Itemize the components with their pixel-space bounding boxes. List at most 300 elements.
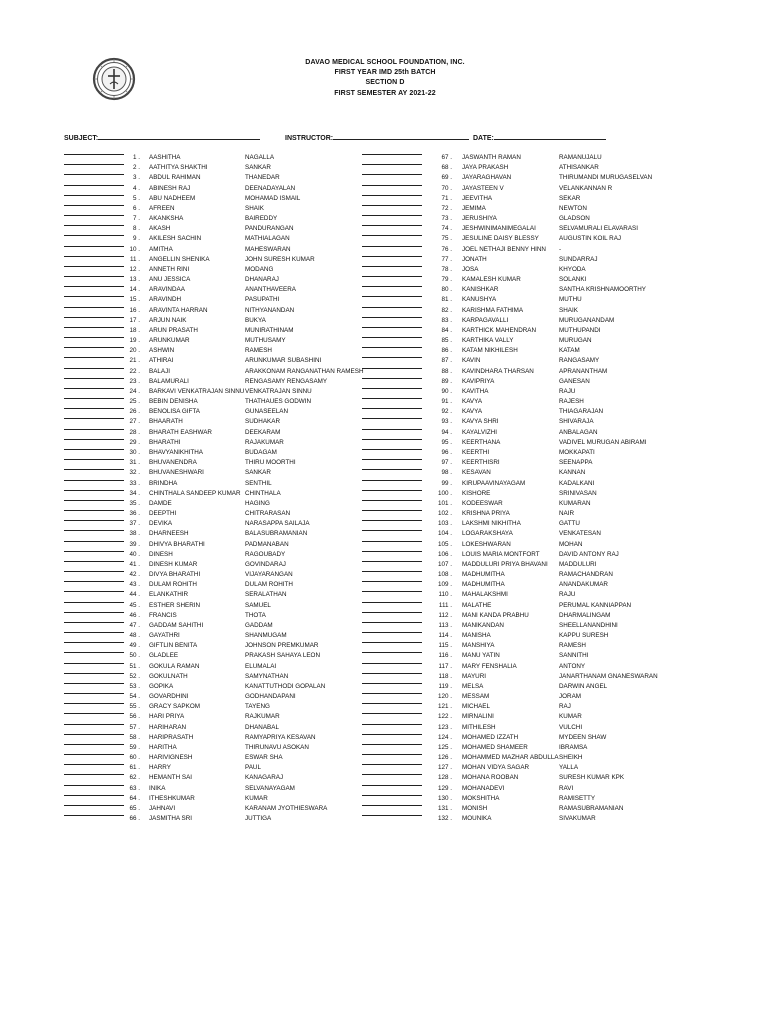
student-first-name: BHAARATH bbox=[149, 418, 183, 426]
student-first-name: JAYARAGHAVAN bbox=[462, 174, 512, 182]
student-first-name: HARRY bbox=[149, 764, 171, 772]
instructor-label: INSTRUCTOR: bbox=[285, 135, 334, 142]
student-last-name: JOHNSON PREMKUMAR bbox=[245, 642, 319, 650]
attendance-blank-line[interactable] bbox=[362, 520, 422, 521]
student-last-name: PADMANABAN bbox=[245, 540, 289, 548]
student-first-name: DHIVYA BHARATHI bbox=[149, 540, 205, 548]
attendance-blank-line[interactable] bbox=[362, 612, 422, 613]
student-number: 65 . bbox=[129, 805, 140, 812]
student-number: 123 . bbox=[437, 723, 452, 731]
student-last-name: DEENADAYALAN bbox=[245, 184, 296, 192]
student-first-name: GRACY SAPKOM bbox=[149, 703, 200, 711]
student-number: 6 . bbox=[132, 204, 140, 212]
attendance-blank-line[interactable] bbox=[362, 785, 422, 786]
student-number: 125 . bbox=[437, 743, 452, 751]
attendance-blank-line[interactable] bbox=[362, 754, 422, 755]
student-first-name: AFREEN bbox=[149, 204, 175, 212]
attendance-blank-line[interactable] bbox=[362, 815, 422, 816]
document-header bbox=[0, 58, 770, 99]
student-number: 109 . bbox=[437, 581, 452, 589]
student-number: 11 . bbox=[129, 255, 140, 263]
attendance-blank-line[interactable] bbox=[362, 235, 422, 236]
student-row bbox=[0, 195, 770, 205]
student-number: 23 . bbox=[129, 377, 140, 385]
student-row bbox=[0, 693, 770, 703]
student-first-name: ARUNKUMAR bbox=[149, 337, 190, 345]
attendance-blank-line[interactable] bbox=[362, 602, 422, 603]
student-last-name: NAIR bbox=[559, 510, 575, 518]
student-first-name: KISHORE bbox=[462, 489, 491, 497]
student-first-name: HARITHA bbox=[149, 743, 177, 751]
student-row bbox=[0, 551, 770, 561]
student-first-name: KEERTHANA bbox=[462, 438, 501, 446]
student-number: 83 . bbox=[441, 316, 452, 324]
attendance-blank-line[interactable] bbox=[362, 286, 422, 287]
student-number: 113 . bbox=[438, 621, 452, 629]
attendance-blank-line[interactable] bbox=[362, 378, 422, 379]
student-first-name: AKILESH SACHIN bbox=[149, 235, 202, 243]
attendance-blank-line[interactable] bbox=[362, 480, 422, 481]
student-last-name: MUTHU bbox=[559, 296, 582, 304]
student-last-name: MOHAMAD ISMAIL bbox=[245, 194, 301, 202]
student-first-name: AMITHA bbox=[149, 245, 173, 253]
student-first-name: BEBIN DENISHA bbox=[149, 398, 198, 406]
attendance-blank-line[interactable] bbox=[362, 327, 422, 328]
section-title: SECTION D bbox=[365, 79, 405, 87]
attendance-blank-line[interactable] bbox=[362, 408, 422, 409]
student-first-name: JOEL NETHAJI BENNY HINN bbox=[462, 245, 546, 253]
student-last-name: MODANG bbox=[245, 265, 274, 273]
instructor-line[interactable] bbox=[333, 132, 469, 140]
student-row bbox=[0, 591, 770, 601]
student-last-name: KANAGARAJ bbox=[245, 774, 284, 782]
student-last-name: VULCHI bbox=[559, 723, 583, 731]
student-last-name: SAMUEL bbox=[245, 601, 271, 609]
student-first-name: MANIKANDAN bbox=[462, 621, 504, 629]
student-last-name: SERALATHAN bbox=[245, 591, 287, 599]
student-row bbox=[0, 235, 770, 245]
student-last-name: KUMARAN bbox=[559, 499, 591, 507]
attendance-blank-line[interactable] bbox=[362, 439, 422, 440]
attendance-blank-line[interactable] bbox=[362, 652, 422, 653]
student-last-name: MATHIALAGAN bbox=[245, 235, 290, 243]
student-last-name: RANGASAMY bbox=[559, 357, 600, 365]
student-first-name: ANU JESSICA bbox=[149, 276, 191, 284]
student-number: 107 . bbox=[437, 560, 452, 568]
student-row bbox=[0, 652, 770, 662]
student-number: 24 . bbox=[129, 387, 140, 395]
attendance-blank-line[interactable] bbox=[362, 591, 422, 592]
attendance-blank-line[interactable] bbox=[362, 561, 422, 562]
student-last-name: KUMAR bbox=[559, 713, 582, 721]
student-first-name: JESHWINIMANIMEGALAI bbox=[462, 225, 536, 233]
student-last-name: SHEELLANANDHINI bbox=[559, 621, 618, 629]
student-row bbox=[0, 500, 770, 510]
student-last-name: NAGALLA bbox=[245, 154, 275, 161]
attendance-blank-line[interactable] bbox=[362, 774, 422, 775]
student-number: 56 . bbox=[129, 713, 140, 721]
student-first-name: GADDAM SAHITHI bbox=[149, 621, 204, 629]
student-first-name: ATHIRAI bbox=[149, 357, 174, 365]
student-number: 8 . bbox=[132, 225, 140, 233]
student-row bbox=[0, 785, 770, 795]
student-last-name: GADDAM bbox=[245, 621, 273, 629]
student-last-name: THATHAUES GODWIN bbox=[245, 398, 312, 406]
attendance-blank-line[interactable] bbox=[362, 347, 422, 348]
student-first-name: KESAVAN bbox=[462, 469, 491, 477]
attendance-blank-line[interactable] bbox=[362, 174, 422, 175]
student-row bbox=[0, 347, 770, 357]
student-number: 48 . bbox=[129, 632, 140, 640]
attendance-blank-line[interactable] bbox=[362, 368, 422, 369]
student-last-name: MOKKAPATI bbox=[559, 448, 595, 456]
student-first-name: INIKA bbox=[149, 784, 166, 792]
student-number: 115 . bbox=[438, 642, 452, 650]
attendance-blank-line[interactable] bbox=[362, 154, 422, 155]
student-number: 29 . bbox=[129, 438, 140, 446]
student-first-name: MOHAMED SHAMEER bbox=[462, 743, 528, 751]
student-first-name: KAVITHA bbox=[462, 387, 489, 395]
student-first-name: HEMANTH SAI bbox=[149, 774, 193, 782]
attendance-blank-line[interactable] bbox=[362, 418, 422, 419]
attendance-blank-line[interactable] bbox=[362, 185, 422, 186]
student-row bbox=[0, 774, 770, 784]
attendance-blank-line[interactable] bbox=[362, 215, 422, 216]
attendance-blank-line[interactable] bbox=[362, 388, 422, 389]
student-first-name: HARIVIGNESH bbox=[149, 754, 193, 762]
student-number: 53 . bbox=[129, 682, 140, 690]
student-first-name: DINESH bbox=[149, 550, 173, 558]
student-first-name: ITHESHKUMAR bbox=[149, 794, 195, 802]
student-last-name: GUNASEELAN bbox=[245, 408, 289, 416]
student-row bbox=[0, 256, 770, 266]
student-last-name: RAGOUBADY bbox=[245, 550, 286, 558]
attendance-blank-line[interactable] bbox=[362, 734, 422, 735]
student-first-name: DAMDE bbox=[149, 499, 172, 507]
attendance-blank-line[interactable] bbox=[362, 571, 422, 572]
student-last-name: PAUL bbox=[245, 764, 261, 772]
student-first-name: BALAJI bbox=[149, 367, 170, 375]
student-first-name: JAHNAVI bbox=[149, 805, 176, 812]
student-last-name: SHANMUGAM bbox=[245, 632, 287, 640]
student-last-name: SOLANKI bbox=[559, 276, 587, 284]
attendance-blank-line[interactable] bbox=[362, 622, 422, 623]
student-first-name: ABU NADHEEM bbox=[149, 194, 196, 202]
student-number: 79 . bbox=[441, 276, 452, 284]
student-row bbox=[0, 225, 770, 235]
student-last-name: THIAGARAJAN bbox=[559, 408, 604, 416]
student-first-name: HARIPRASATH bbox=[149, 733, 194, 741]
student-first-name: AASHITHA bbox=[149, 154, 181, 161]
student-first-name: MOHAN VIDYA SAGAR bbox=[462, 764, 530, 772]
student-number: 60 . bbox=[129, 754, 140, 762]
student-last-name: PASUPATHI bbox=[245, 296, 280, 304]
student-first-name: ANGELLIN SHENIKA bbox=[149, 255, 210, 263]
student-first-name: KANUSHYA bbox=[462, 296, 497, 304]
student-first-name: HARIHARAN bbox=[149, 723, 187, 731]
student-last-name: MUNIRATHINAM bbox=[245, 326, 294, 334]
student-row bbox=[0, 398, 770, 408]
student-number: 27 . bbox=[129, 418, 140, 426]
student-first-name: ARAVINDH bbox=[149, 296, 182, 304]
student-row bbox=[0, 307, 770, 317]
student-last-name: SURESH KUMAR KPK bbox=[559, 774, 625, 782]
student-last-name: SELVAMURALI ELAVARASI bbox=[559, 225, 638, 233]
student-row bbox=[0, 683, 770, 693]
student-number: 90 . bbox=[441, 387, 452, 395]
student-row bbox=[0, 632, 770, 642]
student-number: 129 . bbox=[437, 784, 452, 792]
attendance-blank-line[interactable] bbox=[362, 764, 422, 765]
attendance-blank-line[interactable] bbox=[362, 490, 422, 491]
student-row bbox=[0, 602, 770, 612]
student-first-name: MOHANA ROOBAN bbox=[462, 774, 519, 782]
student-row bbox=[0, 418, 770, 428]
student-number: 2 . bbox=[132, 164, 140, 172]
attendance-blank-line[interactable] bbox=[362, 256, 422, 257]
attendance-blank-line[interactable] bbox=[362, 246, 422, 247]
attendance-blank-line[interactable] bbox=[362, 195, 422, 196]
instructor-field[interactable] bbox=[285, 132, 469, 142]
student-number: 45 . bbox=[129, 601, 140, 609]
student-last-name: APRANANTHAM bbox=[559, 367, 608, 375]
student-last-name: IBRAMSA bbox=[559, 743, 588, 751]
attendance-blank-line[interactable] bbox=[362, 795, 422, 796]
student-last-name: SHIVARAJA bbox=[559, 418, 594, 426]
date-label: DATE: bbox=[473, 135, 494, 142]
student-first-name: ARAVINDAA bbox=[149, 286, 185, 294]
student-first-name: KARTHICK MAHENDRAN bbox=[462, 326, 537, 334]
attendance-blank-line[interactable] bbox=[362, 703, 422, 704]
student-first-name: BHARATH EASHWAR bbox=[149, 428, 212, 436]
attendance-blank-line[interactable] bbox=[362, 398, 422, 399]
date-field[interactable] bbox=[473, 132, 606, 142]
student-first-name: MOKSHITHA bbox=[462, 794, 500, 802]
student-row bbox=[0, 327, 770, 337]
student-row bbox=[0, 754, 770, 764]
attendance-blank-line[interactable] bbox=[362, 642, 422, 643]
student-number: 55 . bbox=[129, 703, 140, 711]
attendance-blank-line[interactable] bbox=[362, 632, 422, 633]
student-number: 87 . bbox=[441, 357, 452, 365]
attendance-blank-line[interactable] bbox=[362, 663, 422, 664]
student-number: 35 . bbox=[129, 499, 140, 507]
student-last-name: VELANKANNAN R bbox=[559, 184, 613, 192]
student-first-name: BALAMURALI bbox=[149, 377, 189, 385]
student-first-name: JEEVITHA bbox=[462, 194, 493, 202]
student-first-name: JAYASTEEN V bbox=[462, 184, 504, 192]
attendance-blank-line[interactable] bbox=[362, 805, 422, 806]
student-number: 38 . bbox=[129, 530, 140, 538]
student-last-name: KADALKANI bbox=[559, 479, 595, 487]
attendance-blank-line[interactable] bbox=[362, 317, 422, 318]
subject-label: SUBJECT: bbox=[64, 135, 99, 142]
student-number: 18 . bbox=[129, 326, 140, 334]
student-number: 95 . bbox=[441, 438, 452, 446]
student-number: 102 . bbox=[437, 510, 452, 518]
student-last-name: ANBALAGAN bbox=[559, 428, 598, 436]
student-number: 72 . bbox=[441, 204, 452, 212]
student-first-name: JOSA bbox=[462, 265, 479, 273]
attendance-blank-line[interactable] bbox=[362, 713, 422, 714]
student-number: 119 . bbox=[438, 682, 452, 690]
student-first-name: LOGARAKSHAYA bbox=[462, 530, 513, 538]
student-last-name: VADIVEL MURUGAN ABIRAMI bbox=[559, 438, 647, 446]
attendance-blank-line[interactable] bbox=[362, 276, 422, 277]
student-first-name: MOUNIKA bbox=[462, 815, 492, 823]
attendance-blank-line[interactable] bbox=[362, 307, 422, 308]
date-line[interactable] bbox=[494, 132, 606, 140]
student-last-name: SANTHA KRISHNAMOORTHY bbox=[559, 286, 647, 294]
attendance-blank-line[interactable] bbox=[362, 357, 422, 358]
student-first-name: KARPAGAVALLI bbox=[462, 316, 509, 324]
attendance-blank-line[interactable] bbox=[362, 500, 422, 501]
subject-line[interactable] bbox=[98, 132, 260, 140]
attendance-blank-line[interactable] bbox=[362, 449, 422, 450]
student-number: 42 . bbox=[129, 571, 140, 579]
student-last-name: KHYODA bbox=[559, 265, 586, 273]
student-last-name: GLADSON bbox=[559, 215, 590, 223]
attendance-blank-line[interactable] bbox=[362, 429, 422, 430]
attendance-blank-line[interactable] bbox=[362, 205, 422, 206]
student-number: 54 . bbox=[129, 693, 140, 701]
subject-field[interactable] bbox=[64, 132, 260, 142]
student-number: 116 . bbox=[438, 652, 452, 660]
student-last-name: CHINTHALA bbox=[245, 489, 281, 497]
student-last-name: KARANAM JYOTHIESWARA bbox=[245, 805, 328, 812]
student-last-name: THIRUMANDI MURUGASELVAN bbox=[559, 174, 653, 182]
student-last-name: SANKAR bbox=[245, 164, 271, 172]
student-last-name: BUDAGAM bbox=[245, 448, 277, 456]
student-number: 39 . bbox=[129, 540, 140, 548]
attendance-blank-line[interactable] bbox=[362, 744, 422, 745]
attendance-blank-line[interactable] bbox=[362, 693, 422, 694]
student-last-name: ELUMALAI bbox=[245, 662, 277, 670]
student-number: 84 . bbox=[441, 326, 452, 334]
student-row bbox=[0, 408, 770, 418]
student-row bbox=[0, 480, 770, 490]
student-last-name: SEKAR bbox=[559, 194, 581, 202]
student-last-name: DAVID ANTONY RAJ bbox=[559, 550, 619, 558]
student-row bbox=[0, 571, 770, 581]
attendance-blank-line[interactable] bbox=[362, 469, 422, 470]
student-row bbox=[0, 612, 770, 622]
student-last-name: ARUNKUMAR SUBASHINI bbox=[245, 357, 322, 365]
student-row bbox=[0, 805, 770, 815]
student-first-name: BRINDHA bbox=[149, 479, 178, 487]
student-first-name: BHUVANESHWARI bbox=[149, 469, 204, 477]
student-first-name: KARISHMA FATHIMA bbox=[462, 306, 524, 314]
student-last-name: RAJU bbox=[559, 387, 576, 395]
student-number: 80 . bbox=[441, 286, 452, 294]
student-number: 52 . bbox=[129, 672, 140, 680]
student-last-name: GODHANDAPANI bbox=[245, 693, 296, 701]
student-last-name: SHAIK bbox=[559, 306, 578, 314]
student-last-name: VENKATESAN bbox=[559, 530, 601, 538]
student-row bbox=[0, 622, 770, 632]
student-first-name: BHAVYANIKHITHA bbox=[149, 448, 203, 456]
student-last-name: CHITRARASAN bbox=[245, 510, 291, 518]
student-first-name: MELSA bbox=[462, 682, 484, 690]
student-first-name: CHINTHALA SANDEEP KUMAR bbox=[149, 489, 241, 497]
student-last-name: SEENAPPA bbox=[559, 459, 593, 467]
student-first-name: KAVINDHARA THARSAN bbox=[462, 367, 534, 375]
attendance-blank-line[interactable] bbox=[362, 459, 422, 460]
student-row bbox=[0, 174, 770, 184]
student-row bbox=[0, 246, 770, 256]
student-first-name: AKANKSHA bbox=[149, 215, 184, 223]
student-number: 106 . bbox=[437, 550, 452, 558]
student-first-name: GIFTLIN BENITA bbox=[149, 642, 198, 650]
student-number: 117 . bbox=[438, 662, 452, 670]
student-number: 105 . bbox=[437, 540, 452, 548]
attendance-blank-line[interactable] bbox=[362, 225, 422, 226]
attendance-blank-line[interactable] bbox=[362, 724, 422, 725]
attendance-blank-line[interactable] bbox=[362, 164, 422, 165]
student-last-name: SRINIVASAN bbox=[559, 489, 597, 497]
attendance-blank-line[interactable] bbox=[362, 673, 422, 674]
student-number: 32 . bbox=[129, 469, 140, 477]
student-first-name: MIRNALINI bbox=[462, 713, 494, 721]
student-number: 111 . bbox=[438, 601, 452, 609]
student-row bbox=[0, 642, 770, 652]
student-first-name: MALATHE bbox=[462, 601, 492, 609]
student-number: 64 . bbox=[129, 794, 140, 802]
student-first-name: KEERTHI bbox=[462, 448, 490, 456]
attendance-blank-line[interactable] bbox=[362, 296, 422, 297]
attendance-blank-line[interactable] bbox=[362, 551, 422, 552]
student-last-name: MUTHUPANDI bbox=[559, 326, 601, 334]
student-first-name: JASMITHA SRI bbox=[149, 815, 193, 823]
student-first-name: ARJUN NAIK bbox=[149, 316, 187, 324]
student-number: 43 . bbox=[129, 581, 140, 589]
attendance-blank-line[interactable] bbox=[362, 683, 422, 684]
student-last-name: GATTU bbox=[559, 520, 580, 528]
student-number: 131 . bbox=[437, 805, 452, 812]
attendance-blank-line[interactable] bbox=[362, 541, 422, 542]
student-first-name: KODEESWAR bbox=[462, 499, 503, 507]
student-number: 12 . bbox=[129, 265, 140, 273]
student-last-name: AUGUSTIN KOIL RAJ bbox=[559, 235, 622, 243]
attendance-blank-line[interactable] bbox=[362, 337, 422, 338]
student-last-name: KAPPU SURESH bbox=[559, 632, 609, 640]
attendance-blank-line[interactable] bbox=[362, 581, 422, 582]
student-number: 108 . bbox=[437, 571, 452, 579]
attendance-blank-line[interactable] bbox=[362, 266, 422, 267]
student-last-name: ATHISANKAR bbox=[559, 164, 599, 172]
student-number: 59 . bbox=[129, 743, 140, 751]
student-number: 25 . bbox=[129, 398, 140, 406]
student-number: 22 . bbox=[129, 367, 140, 375]
student-first-name: KAVYA bbox=[462, 398, 483, 406]
attendance-blank-line[interactable] bbox=[362, 530, 422, 531]
student-last-name: VENKATRAJAN SINNU bbox=[245, 387, 312, 395]
student-last-name: RAMESH bbox=[559, 642, 586, 650]
attendance-blank-line[interactable] bbox=[362, 510, 422, 511]
student-last-name: JORAM bbox=[559, 693, 582, 701]
student-last-name: SANKAR bbox=[245, 469, 271, 477]
student-last-name: JUTTIGA bbox=[245, 815, 272, 823]
student-last-name: YALLA bbox=[559, 764, 579, 772]
student-row bbox=[0, 154, 770, 164]
student-number: 88 . bbox=[441, 367, 452, 375]
student-last-name: SHEIKH bbox=[559, 754, 583, 762]
student-number: 67 . bbox=[441, 154, 452, 161]
student-first-name: ABDUL RAHIMAN bbox=[149, 174, 201, 182]
student-first-name: ESTHER SHERIN bbox=[149, 601, 201, 609]
student-last-name: RAJU bbox=[559, 591, 576, 599]
student-last-name: JANARTHANAM GNANESWARAN bbox=[559, 672, 658, 680]
